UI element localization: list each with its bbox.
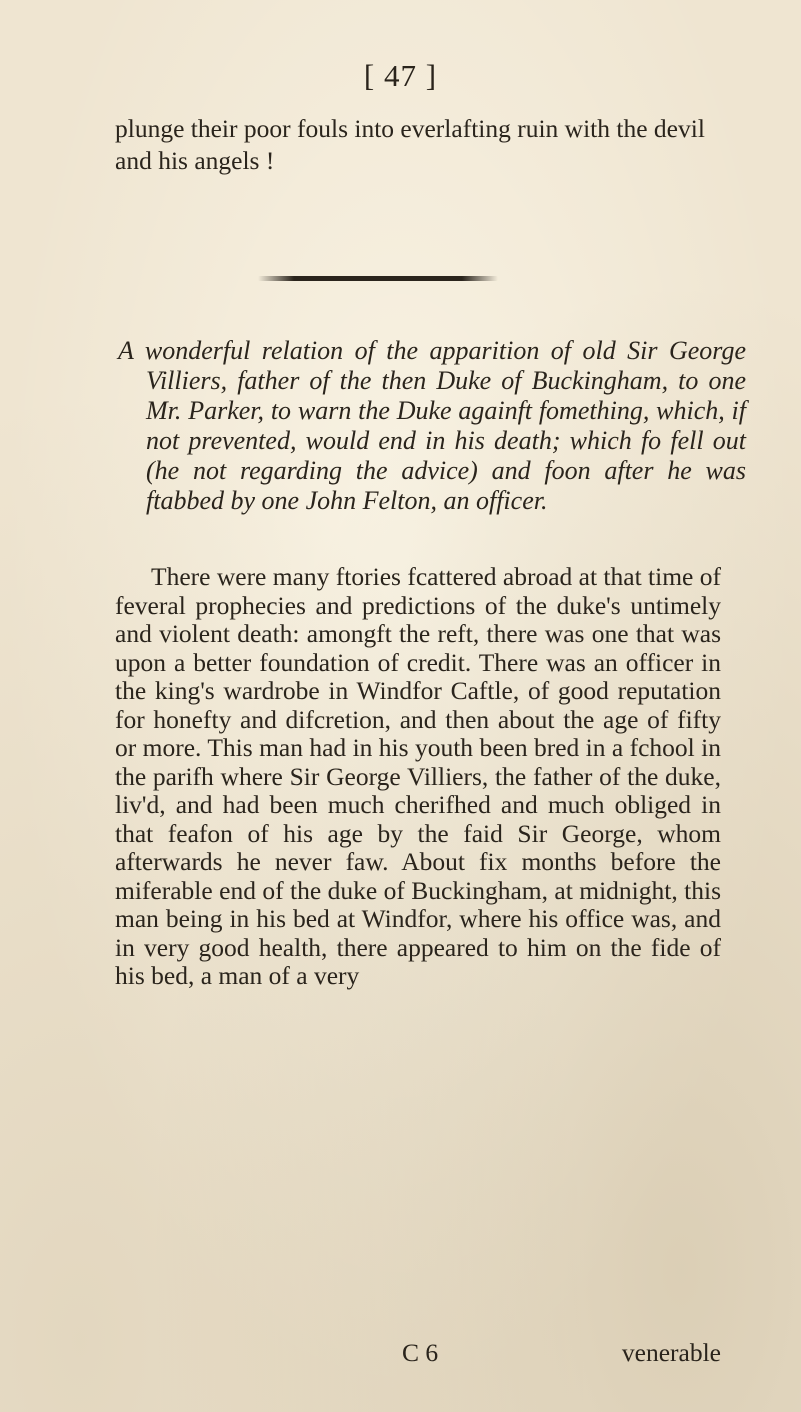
section-divider bbox=[258, 276, 498, 281]
section-heading: A wonderful relation of the apparition of old Sir George Villiers, father of the then Duke of Buckingham, to one Mr. Parker, to warn the Duke againft fomething, which, if not prevented, would end in his death; which fo fell out (he not regarding the advice) and foon after he was ftabbed by one John Felton, an officer. bbox=[118, 336, 746, 515]
opening-paragraph: plunge their poor fouls into everlafting ruin with the devil and his angels ! bbox=[115, 114, 705, 175]
page-number: [ 47 ] bbox=[363, 58, 438, 93]
catchword: venerable bbox=[621, 1338, 721, 1367]
body-paragraph: There were many ftories fcattered abroad at that time of feveral prophecies and predictions of the duke's untimely and violent death: amongft the reft, there was one that was upon a better foundation of credit. There was an officer in the king's wardrobe in Windfor Caftle, of good reputation for honefty and difcretion, and then about the age of fifty or more. This man had in his youth been bred in a fchool in the parifh where Sir George Villiers, the father of the duke, liv'd, and had been much cherifhed and much obliged in that feafon of his age by the faid Sir George, whom afterwards he never faw. About fix months before the miferable end of the duke of Buckingham, at midnight, this man being in his bed at Windfor, where his office was, and in very good health, there appeared to him on the fide of his bed, a man of a very bbox=[115, 562, 721, 990]
signature-mark: C 6 bbox=[402, 1338, 439, 1367]
